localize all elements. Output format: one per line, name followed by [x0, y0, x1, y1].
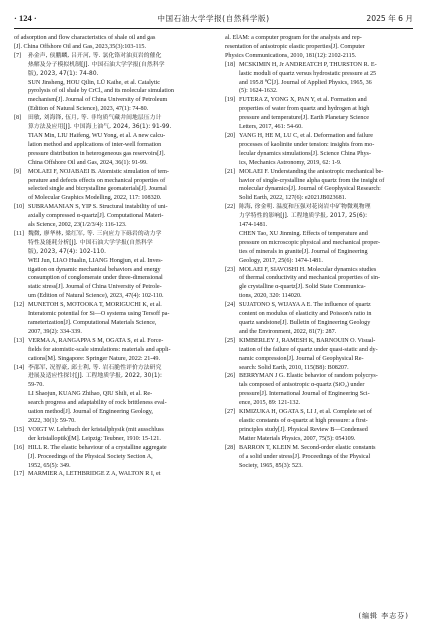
reference-line: search progress and adaptability of rock brittleness eval- [28, 400, 167, 407]
reference-text [239, 301, 413, 337]
reference-item [225, 132, 413, 168]
reference-item [14, 114, 202, 167]
reference-line: LI Shaojun, KUANG Zhihao, QIU Shili, et al. Re- [28, 391, 153, 398]
reference-line: 进展及适应性探讨[J]. 工程地质学报, 2022, 30(1): [28, 373, 163, 380]
reference-text [28, 470, 202, 479]
reference-line: BERRYMAN J G. Elastic behavior of random polycrys- [239, 373, 378, 380]
reference-number: [10] [14, 204, 25, 211]
reference-line: 李邵军, 况智豪, 邱士利, 等. 岩石脆性评价方法研究 [28, 364, 162, 371]
reference-number: [16] [14, 444, 25, 451]
reference-line: axially compressed α-quartz[J]. Computational Materi- [28, 213, 164, 220]
reference-line: fields for atomistic-scale simulations: materials and appli- [28, 346, 171, 353]
reference-number: [9] [14, 168, 22, 175]
reference-number: [18] [225, 61, 236, 68]
reference-line: 1474-1481. [239, 222, 268, 229]
page-number: · 124 · [14, 13, 37, 23]
reference-line: HILL R. The elastic behaviour of a crystalline aggregate [28, 444, 167, 451]
reference-item [14, 301, 202, 337]
reference-line: pyrolysis of oil shale by CrCl₃ and its molecular simulation [28, 88, 174, 95]
reference-text [14, 34, 202, 52]
reference-item [225, 61, 413, 97]
reference-line: KIMIZUKA H, OGATA S, LI J, et al. Complete set of [239, 409, 372, 416]
reference-item [225, 408, 413, 444]
references-left-column [14, 34, 202, 479]
page-header [14, 12, 413, 29]
reference-line: of adsorption and flow characteristics of shale oil and gas [14, 35, 156, 41]
reference-text [28, 168, 202, 204]
reference-line: Solid Earth, 2022, 127(6): e2021JB023681. [239, 195, 347, 202]
reference-line: der kristalloptik)[M]. Leipzig: Teubner, 1910: 15-121. [28, 435, 161, 442]
reference-line: havior of single-crystalline alpha quartz from the insight of [239, 177, 385, 184]
reference-item [14, 203, 202, 230]
reference-line: Matter Materials Physics, 2007, 75(5): 054109. [239, 435, 356, 442]
reference-number: [15] [14, 426, 25, 433]
reference-item [14, 168, 202, 204]
reference-line: pressure distribution in heterogeneous gas reservoirs[J]. [28, 150, 166, 157]
reference-item [14, 34, 202, 52]
reference-line: SUJATONO S, WIJAYA A E. The influence of quartz [239, 302, 371, 309]
reference-line: 版), 2023, 47(1): 74-80. [28, 70, 99, 77]
reference-line: TIAN Min, LIU Haifeng, WU Yong, et al. A new calcu- [28, 132, 166, 139]
reference-line: MOLAEI F. Understanding the anisotropic mechanical be- [239, 168, 384, 175]
reference-text [28, 301, 202, 337]
reference-line: Physics Communications, 2010, 181(12): 2102-2115. [225, 52, 357, 59]
reference-line: content on modulus of elasticity and Poisson's ratio in [239, 311, 372, 318]
reference-line: 2007, 39(2): 334-339. [28, 328, 82, 335]
reference-item [225, 301, 413, 337]
reference-item [225, 34, 413, 61]
reference-number: [12] [14, 302, 25, 309]
reference-line: tals composed of anisotropic α-quartz (SiO₂) under [239, 382, 365, 389]
reference-line: search: Solid Earth, 2010, 115(B8): B08207. [239, 364, 349, 371]
reference-line: MARMIER A, LETHBRIDGE Z A, WALTON R I, et [28, 471, 161, 478]
reference-line: properties of water from quartz and hydrogen at high [239, 106, 370, 113]
reference-line: of a solid under stress[J]. Proceedings of the Physical [239, 453, 371, 460]
reference-line: lation method and applications of inter-well formation [28, 141, 162, 148]
reference-text [239, 203, 413, 265]
reference-line: uation method[J]. Journal of Engineering Geology, [28, 409, 153, 416]
reference-item [225, 444, 413, 471]
reference-text [28, 52, 202, 114]
reference-line: al. ElAM: a computer program for the analysis and rep- [225, 35, 362, 41]
reference-line: and the Environment, 2022, 81(7): 287. [239, 328, 337, 335]
reference-line: namic compression[J]. Journal of Geophysical Re- [239, 355, 364, 362]
reference-text [239, 96, 413, 132]
reference-line: 1952, 65(5): 349. [28, 462, 71, 469]
reference-line: lecular dynamics simulations[J]. Science China Phys- [239, 150, 371, 157]
reference-text [239, 372, 413, 408]
references-right-column [225, 34, 413, 470]
reference-line: MUNETOH S, MOTOOKA T, MORIGUCHI K, et al. [28, 302, 162, 309]
reference-text [239, 337, 413, 373]
reference-line: 孙金声, 侯鹏麟, 吕开河, 等. 氯化铬对油页岩的催化 [28, 52, 162, 59]
reference-line: elastic constants of α-quartz at high pressure: a first- [239, 417, 368, 424]
reference-line: ization of the failure of quartz under quasi-static and dy- [239, 346, 378, 353]
reference-line: ics, Mechanics Astronomy, 2019, 62: 1-9. [239, 159, 342, 166]
reference-line: MOLAEI F, NOJABAEI B. Atomistic simulation of tem- [28, 168, 169, 175]
reference-line: als Science, 2002, 23(1/2/3/4): 116-123. [28, 222, 127, 229]
reference-line: [J]. China Offshore Oil and Gas, 2023,35(3):103-115. [14, 43, 147, 50]
reference-line: um (Edition of Natural Science), 2023, 47(4): 102-110. [28, 293, 164, 300]
reference-line: 陈海, 徐金明. 温度和压强对花岗岩中矿物微观物理 [239, 204, 371, 211]
reference-number: [21] [225, 168, 236, 175]
reference-line: 田敏, 刘海锋, 伍月, 等. 非均质气藏井间地层压力计 [28, 115, 162, 122]
reference-text [239, 132, 413, 168]
reference-line: CHEN Tao, XU Jinming. Effects of temperature and [239, 230, 368, 237]
reference-text [28, 444, 202, 471]
reference-number: [19] [225, 97, 236, 104]
reference-line: tions, 2020, 320: 114020. [239, 293, 302, 300]
reference-number: [11] [14, 230, 25, 237]
reference-text [28, 364, 202, 426]
reference-number: [8] [14, 115, 22, 122]
reference-line: pressure and temperature[J]. Earth Planetary Science [239, 115, 369, 122]
issue-date: 2025 年 6 月 [366, 14, 413, 23]
reference-line: [J]. Proceedings of the Physical Society Section A, [28, 453, 153, 460]
reference-text [28, 114, 202, 167]
reference-line: resentation of anisotropic elastic properties[J]. Computer [225, 43, 365, 50]
reference-number: [22] [225, 204, 236, 211]
reference-line: VOIGT W. Lehrbuch der kristallphysik (mit ausschluss [28, 426, 164, 433]
reference-line: of Molecular Graphics Modelling, 2022, 117: 108320. [28, 195, 162, 202]
reference-line: cations[M]. Singapore: Springer Nature, 2022: 21-49. [28, 355, 160, 362]
reference-number: [24] [225, 302, 236, 309]
reference-item [225, 96, 413, 132]
journal-title: 中国石油大学学报(自然科学版) [157, 14, 270, 23]
reference-line: and 195.8 ℃[J]. Journal of Applied Physics, 1965, 36 [239, 79, 372, 86]
reference-line: 魏微, 廖华林, 梁红军, 等. 三向应力下砾岩的动力学 [28, 230, 162, 237]
reference-number: [25] [225, 337, 236, 344]
reference-line: pressure[J]. International Journal of Engineering Sci- [239, 391, 370, 398]
reference-line: 版), 2023, 47(4): 102-110. [28, 248, 107, 255]
reference-item [14, 52, 202, 114]
reference-text [239, 61, 413, 97]
reference-line: ence, 2015, 89: 121-132. [239, 400, 301, 407]
reference-number: [26] [225, 373, 236, 380]
editor-credit: (编辑 李志芬) [358, 612, 409, 620]
reference-line: (5): 1624-1632. [239, 88, 278, 95]
reference-text [239, 266, 413, 302]
reference-number: [7] [14, 52, 22, 59]
reference-line: consumption of conglomerate under three-dimensional [28, 275, 163, 282]
reference-line: molecular dynamics[J]. Journal of Geophysical Research: [239, 186, 381, 193]
reference-line: Society, 1965, 85(3): 523. [239, 462, 303, 469]
reference-line: quartz sandstone[J]. Bulletin of Engineering Geology [239, 320, 371, 326]
reference-line: 力学特性的影响[J]. 工程地质学报, 2017, 25(6): [239, 213, 368, 220]
reference-line: SUBRAMANIAN S, YIP S. Structural instability of uni- [28, 204, 168, 211]
reference-line: principles study[J]. Physical Review B—Condensed [239, 426, 368, 433]
reference-line: BARRON T, KLEIN M. Second-order elastic constants [239, 444, 376, 451]
reference-text [239, 444, 413, 471]
reference-line: VERMA A, RANGAPPA S M, OGATA S, et al. Force- [28, 337, 164, 344]
reference-item [14, 444, 202, 471]
reference-line: gle crystalline α-quartz[J]. Solid State Communica- [239, 284, 366, 291]
reference-line: pressure on microscopic physical and mechanical proper- [239, 239, 381, 246]
reference-line: Letters, 2017, 461: 54-60. [239, 124, 303, 131]
reference-number: [27] [225, 409, 236, 416]
reference-item [14, 470, 202, 479]
reference-item [225, 372, 413, 408]
reference-line: ties of minerals in granite[J]. Journal of Engineering [239, 248, 368, 255]
reference-text [28, 230, 202, 301]
reference-line: KIMBERLEY J, RAMESH K, BARNOUIN O. Visual- [239, 337, 376, 344]
reference-line: 59-70. [28, 382, 44, 389]
reference-text [28, 426, 202, 444]
reference-line: selected single and bicrystalline geomaterials[J]. Journal [28, 186, 167, 193]
reference-line: perature and defects effects on mechanical properties of [28, 177, 166, 184]
reference-item [14, 337, 202, 364]
reference-text [225, 34, 413, 61]
reference-item [225, 203, 413, 265]
reference-line: static stress[J]. Journal of China University of Petrole- [28, 284, 162, 291]
reference-number: [17] [14, 471, 25, 478]
reference-line: of thermal conductivity and mechanical properties of sin- [239, 275, 381, 282]
reference-line: lastic moduli of quartz versus hydrostatic pressure at 25 [239, 70, 377, 77]
reference-number: [23] [225, 266, 236, 273]
reference-line: mechanism[J]. Journal of China University of Petroleum [28, 97, 168, 104]
reference-line: SUN Jinsheng, HOU Qilin, LÜ Kaihe, et al. Catalytic [28, 79, 161, 86]
reference-line: YANG H, HE M, LU C, et al. Deformation and failure [239, 132, 374, 139]
reference-item [225, 168, 413, 204]
reference-line: processes of kaolinite under tension: insights from mo- [239, 141, 375, 148]
reference-line: MOLAEI F, SIAVOSHI H. Molecular dynamics studies [239, 266, 377, 273]
reference-number: [28] [225, 444, 236, 451]
reference-line: WEI Jun, LIAO Hualin, LIANG Hongjun, et al. Inves- [28, 257, 163, 264]
reference-text [239, 408, 413, 444]
reference-line: FUTERA Z, YONG X, PAN Y, et al. Formation and [239, 97, 367, 104]
reference-text [28, 337, 202, 364]
reference-text [239, 168, 413, 204]
reference-line: 2022, 30(1): 59-70. [28, 417, 76, 424]
reference-item [225, 266, 413, 302]
reference-text [28, 203, 202, 230]
reference-line: 算方法及应用[J]. 中国海上油气, 2024, 36(1): 91-99. [28, 124, 172, 131]
reference-item [225, 337, 413, 373]
reference-number: [14] [14, 364, 25, 371]
reference-line: Interatomic potential for Si—O systems using Tersoff pa- [28, 311, 170, 318]
reference-line: 热解及分子模拟机制[J]. 中国石油大学学报(自然科学 [28, 61, 165, 68]
reference-line: rameterization[J]. Computational Materials Science, [28, 320, 157, 326]
reference-line: (Edition of Natural Science), 2023, 47(1): 74-80. [28, 106, 149, 113]
reference-item [14, 364, 202, 426]
reference-item [14, 426, 202, 444]
reference-line: China Offshore Oil and Gas, 2024, 36(1): 91-99. [28, 159, 148, 166]
reference-number: [13] [14, 337, 25, 344]
reference-item [14, 230, 202, 301]
reference-line: Geology, 2017, 25(6): 1474-1481. [239, 257, 323, 264]
reference-line: MCSKIMIN H, Jr ANDREATCH P, THURSTON R. E- [239, 61, 377, 68]
reference-line: 特性及能耗分析[J]. 中国石油大学学报(自然科学 [28, 239, 153, 246]
reference-line: tigation on dynamic mechanical behaviors and energy [28, 266, 161, 273]
reference-number: [20] [225, 132, 236, 139]
